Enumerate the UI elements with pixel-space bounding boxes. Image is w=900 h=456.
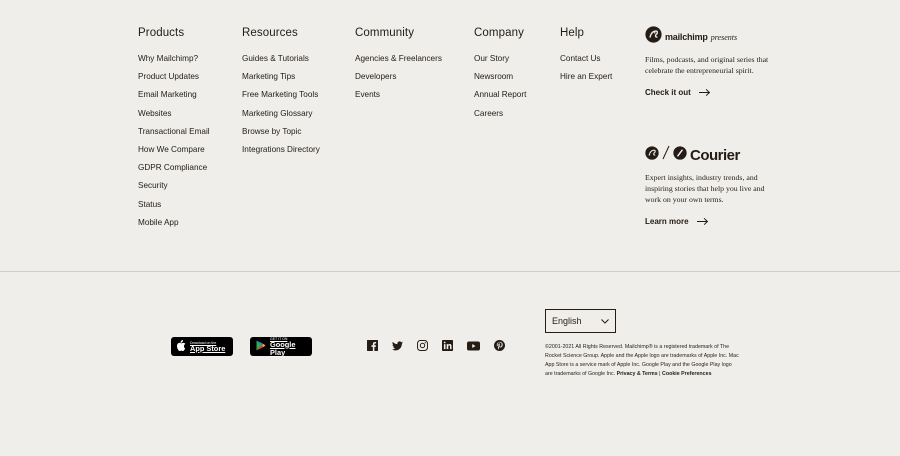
footer-column-products (138, 27, 210, 235)
cookie-preferences-link[interactable]: Cookie Preferences (662, 371, 712, 377)
freddie-icon (645, 146, 659, 165)
youtube-icon[interactable] (467, 340, 480, 351)
legal-notice (545, 343, 740, 379)
link-list (355, 53, 442, 108)
footer-link[interactable]: Hire an Expert (560, 72, 613, 82)
footer-link[interactable]: Developers (355, 72, 397, 82)
footer-link[interactable]: Product Updates (138, 72, 199, 82)
link-list (474, 53, 526, 126)
list-item (355, 53, 442, 71)
list-item (138, 144, 210, 162)
footer-link[interactable]: Status (138, 199, 162, 209)
apple-icon (177, 338, 186, 356)
promo-presents (645, 28, 770, 97)
promo-description: Films, podcasts, and original series that celebrate the entrepreneurial spirit. (645, 55, 769, 75)
footer-link[interactable]: How We Compare (138, 144, 205, 154)
footer-link[interactable]: Careers (474, 108, 504, 118)
column-heading: Company (474, 27, 524, 39)
footer-link[interactable]: Mobile App (138, 217, 179, 227)
pinterest-icon[interactable] (494, 340, 505, 351)
google-play-icon (256, 338, 266, 356)
link-list (242, 53, 320, 162)
courier-mark-icon (673, 146, 687, 165)
list-item (355, 89, 442, 107)
footer-link[interactable]: Browse by Topic (242, 126, 302, 136)
footer-link[interactable]: Integrations Directory (242, 144, 320, 154)
list-item (138, 180, 210, 198)
badge-big-text: App Store (190, 343, 226, 353)
arrow-right-icon (699, 92, 709, 93)
column-heading: Products (138, 27, 185, 39)
mailchimp-wordmark: mailchimp (665, 32, 708, 42)
list-item (560, 53, 612, 71)
twitter-icon[interactable] (392, 340, 403, 351)
list-item (242, 71, 320, 89)
list-item (138, 217, 210, 235)
cta-label: Check it out (645, 88, 691, 97)
footer-link[interactable]: Marketing Glossary (242, 108, 313, 118)
list-item (242, 144, 320, 162)
promo-description: Expert insights, industry trends, and inspiring stories that help you live and work on your own terms. (645, 173, 765, 204)
column-heading: Community (355, 27, 415, 39)
privacy-terms-link[interactable]: Privacy & Terms (616, 371, 658, 377)
footer-link[interactable]: Marketing Tips (242, 72, 296, 82)
facebook-icon[interactable] (367, 340, 378, 351)
footer-column-help (560, 27, 612, 89)
badge-big-text: Google Play (270, 339, 296, 357)
mailchimp-presents-logo (645, 28, 770, 46)
footer-link[interactable]: Websites (138, 108, 172, 118)
footer-divider (0, 271, 900, 272)
footer-link[interactable]: Email Marketing (138, 90, 197, 100)
freddie-icon (645, 26, 662, 48)
footer-link[interactable]: Newsroom (474, 72, 514, 82)
chevron-down-icon (601, 316, 609, 326)
footer-link[interactable]: Free Marketing Tools (242, 90, 319, 100)
list-item (474, 89, 526, 107)
footer-link[interactable]: Our Story (474, 54, 510, 63)
presents-label: presents (710, 32, 738, 42)
link-list (138, 53, 210, 235)
list-item (474, 53, 526, 71)
badge-small-text: Download on the (190, 340, 217, 345)
footer-link[interactable]: Agencies & Freelancers (355, 54, 442, 63)
badge-text (190, 341, 225, 353)
slash-icon (662, 145, 670, 165)
list-item (138, 71, 210, 89)
footer-link[interactable]: Guides & Tutorials (242, 54, 309, 63)
footer-column-company (474, 27, 526, 126)
list-item (138, 199, 210, 217)
instagram-icon[interactable] (417, 340, 428, 351)
language-value: English (552, 316, 582, 326)
list-item (560, 71, 612, 89)
cta-label: Learn more (645, 217, 689, 226)
badge-small-text: GET IT ON (270, 336, 288, 341)
linkedin-icon[interactable] (442, 340, 453, 351)
app-store-badge[interactable] (171, 337, 233, 356)
footer-link[interactable]: Events (355, 90, 381, 100)
list-item (138, 89, 210, 107)
column-heading: Resources (242, 27, 298, 39)
list-item (355, 71, 442, 89)
list-item (138, 162, 210, 180)
list-item (474, 108, 526, 126)
footer-link[interactable]: Transactional Email (138, 126, 210, 136)
legal-separator: | (659, 371, 661, 377)
list-item (242, 108, 320, 126)
badge-text (270, 337, 312, 357)
list-item (242, 53, 320, 71)
courier-logo (645, 146, 770, 164)
courier-wordmark: Courier (690, 146, 740, 164)
footer-link[interactable]: GDPR Compliance (138, 163, 208, 173)
promo-courier (645, 146, 770, 226)
footer-column-community (355, 27, 442, 108)
footer-link[interactable]: Security (138, 181, 168, 191)
list-item (474, 71, 526, 89)
list-item (138, 108, 210, 126)
copyright-text: ©2001-2021 All Rights Reserved. Mailchimp® is a registered trademark of The Rocket Science Group. Apple and the Apple logo are trademarks of Apple Inc. Mac App Store is a service mark of Apple Inc. Google Play and the Google Play logo are trademarks of Google Inc. (545, 344, 739, 377)
language-select[interactable] (545, 309, 616, 333)
footer-link[interactable]: Why Mailchimp? (138, 54, 199, 63)
list-item (138, 53, 210, 71)
link-list (560, 53, 612, 89)
learn-more-link[interactable] (645, 217, 770, 226)
column-heading: Help (560, 27, 585, 39)
check-it-out-link[interactable] (645, 88, 770, 97)
social-links (367, 340, 505, 351)
list-item (138, 126, 210, 144)
footer-link[interactable]: Annual Report (474, 90, 527, 100)
list-item (242, 126, 320, 144)
footer-link[interactable]: Contact Us (560, 54, 601, 63)
footer-column-resources (242, 27, 320, 162)
list-item (242, 89, 320, 107)
arrow-right-icon (697, 221, 707, 222)
google-play-badge[interactable] (250, 337, 312, 356)
